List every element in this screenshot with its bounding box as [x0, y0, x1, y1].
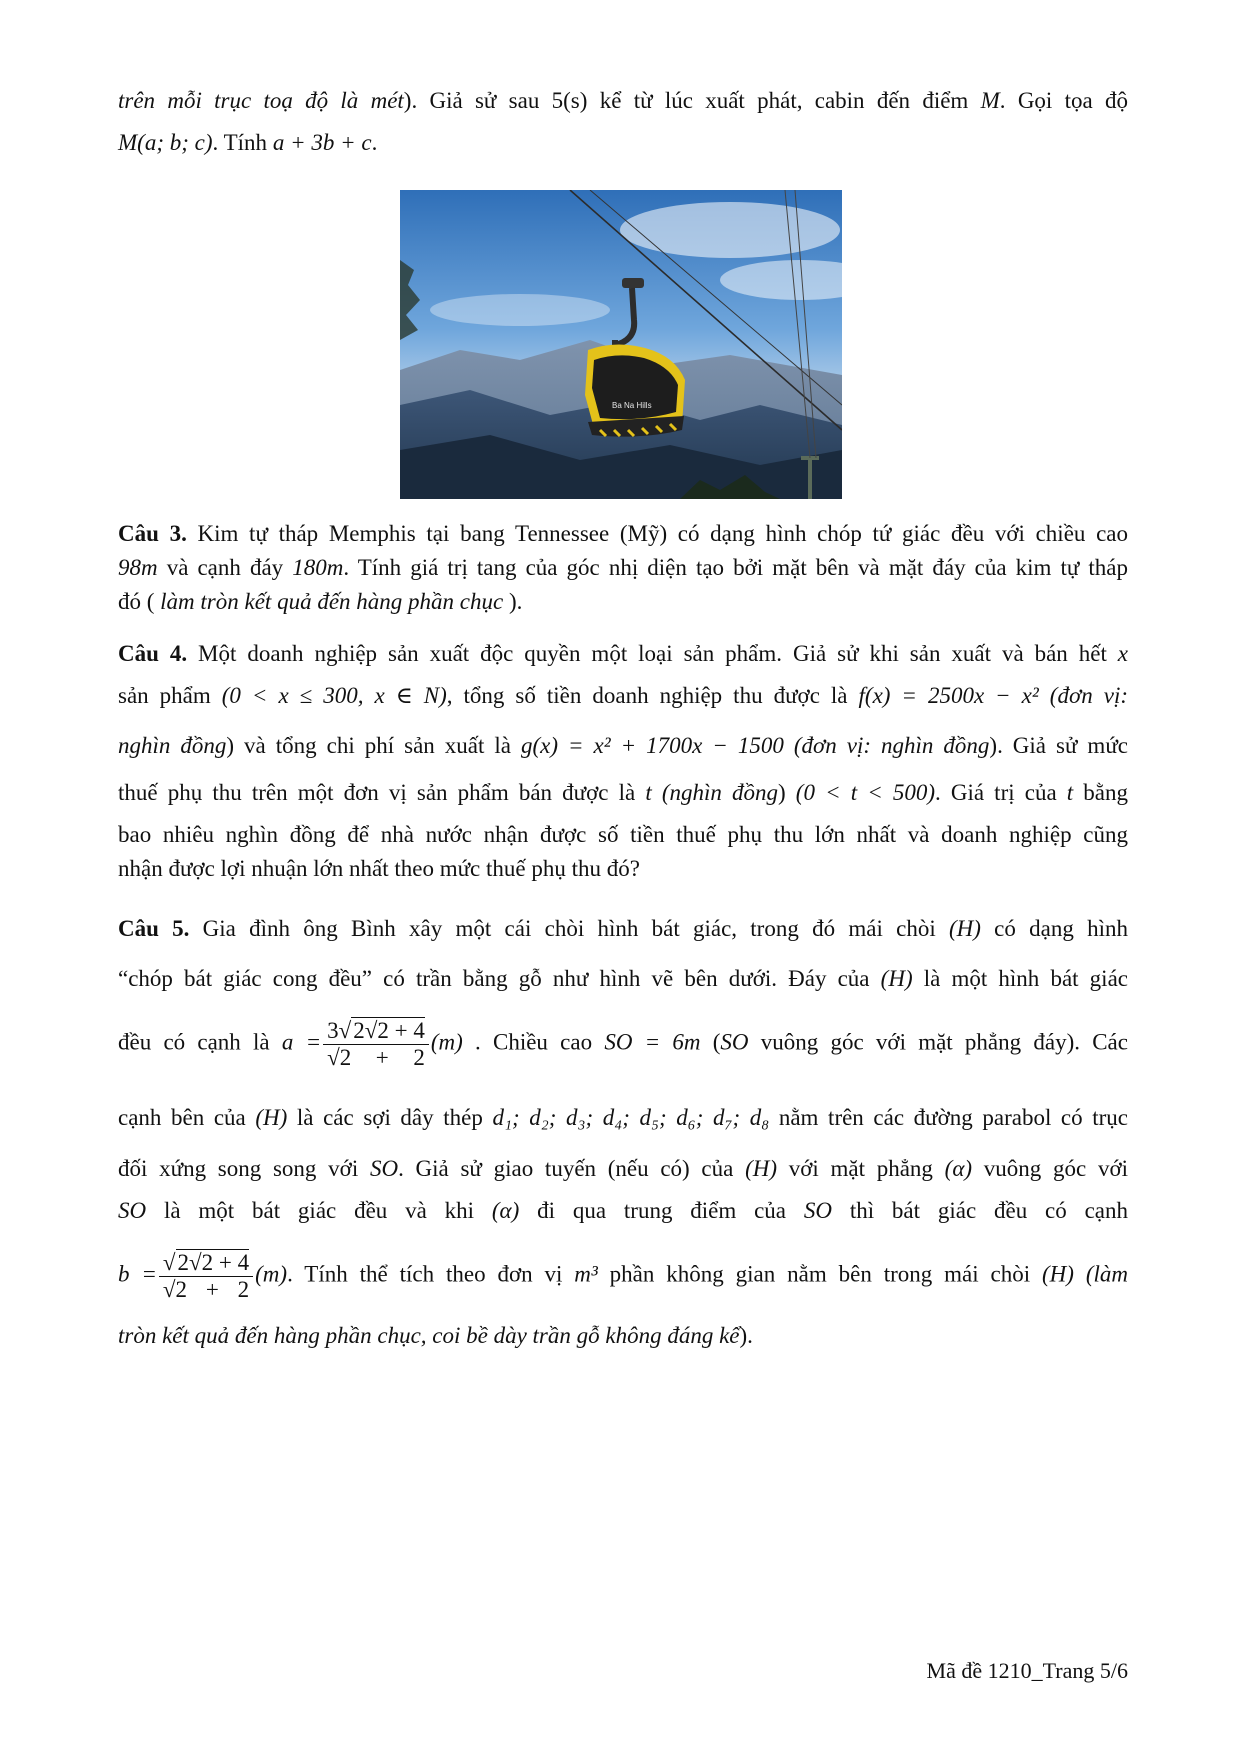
question-4-line-4: thuế phụ thu trên một đơn vị sản phẩm bán được là t (nghìn đồng) (0 < t < 500). Giá trị của t bằng: [118, 780, 1128, 805]
question-5-line-3: đều có cạnh là a = $\frac{3√2√2 + 4}{√2 + 2}$ (m) . Chiều cao SO = 6m (SO vuông góc với mặt phẳng đáy). Các: [118, 1018, 1128, 1071]
question-3-line-2: 98m và cạnh đáy 180m. Tính giá trị tang của góc nhị diện tạo bởi mặt bên và mặt đáy của kim tự tháp: [118, 555, 1128, 580]
question-5-line-6: SO là một bát giác đều và khi (α) đi qua trung điểm của SO thì bát giác đều có cạnh: [118, 1198, 1129, 1223]
question-5-label: Câu 5.: [118, 916, 190, 941]
question-4-line-2: sản phẩm (0 < x ≤ 300, x ∈ N), tổng số tiền doanh nghiệp thu được là f(x) = 2500x − x² (đơn vị:: [118, 683, 1128, 708]
question-4-label: Câu 4.: [118, 641, 188, 666]
question-4-line-5: bao nhiêu nghìn đồng để nhà nước nhận được số tiền thuế phụ thu lớn nhất và doanh nghiệp cũng: [118, 822, 1128, 847]
question-4-line-3: nghìn đồng) và tổng chi phí sản xuất là g(x) = x² + 1700x − 1500 (đơn vị: nghìn đồng). Giả sử mức: [118, 733, 1128, 758]
cable-car-photo: [400, 190, 842, 499]
fraction-a: $\frac{3√2√2 + 4}{√2 + 2}$: [323, 1017, 429, 1072]
question-5-line-7: b = $\frac{√2√2 + 4}{√2 + 2}$ (m). Tính thể tích theo đơn vị m³ phần không gian nằm bên trong mái chòi (H) (làm: [118, 1250, 1128, 1303]
question-4-line-6: nhận được lợi nhuận lớn nhất theo mức thuế phụ thu đó?: [118, 856, 640, 881]
question-3-label: Câu 3.: [118, 521, 187, 546]
page-footer: Mã đề 1210_Trang 5/6: [926, 1658, 1128, 1683]
question-3-line-3: đó ( làm tròn kết quả đến hàng phần chục ).: [118, 589, 523, 614]
svg-text:Ba Na Hills: Ba Na Hills: [612, 401, 652, 410]
intro-line-2: M(a; b; c). Tính a + 3b + c.: [118, 130, 378, 155]
question-5-line-1: Câu 5. Gia đình ông Bình xây một cái chòi hình bát giác, trong đó mái chòi (H) có dạng hình: [118, 916, 1128, 941]
intro-line-1: trên mỗi trục toạ độ là mét). Giả sử sau 5(s) kể từ lúc xuất phát, cabin đến điểm M. Gọi tọa độ: [118, 88, 1128, 113]
question-5-line-8: tròn kết quả đến hàng phần chục, coi bề dày trần gỗ không đáng kể).: [118, 1323, 753, 1348]
intro-italic: trên mỗi trục toạ độ là mét: [118, 88, 404, 113]
question-3-line-1: Câu 3. Kim tự tháp Memphis tại bang Tennessee (Mỹ) có dạng hình chóp tứ giác đều với chiều cao: [118, 521, 1128, 546]
question-5-line-4: cạnh bên của (H) là các sợi dây thép d₁; d₂; d₃; d₄; d₅; d₆; d₇; d₈ nằm trên các đường parabol có trục: [118, 1105, 1129, 1130]
question-5-line-5: đối xứng song song với SO. Giả sử giao tuyến (nếu có) của (H) với mặt phẳng (α) vuông góc với: [118, 1156, 1129, 1181]
fraction-b: $\frac{√2√2 + 4}{√2 + 2}$: [159, 1249, 253, 1304]
question-5-line-2: “chóp bát giác cong đều” có trần bằng gỗ như hình vẽ bên dưới. Đáy của (H) là một hình bát giác: [118, 966, 1128, 991]
question-4-line-1: Câu 4. Một doanh nghiệp sản xuất độc quyền một loại sản phẩm. Giả sử khi sản xuất và bán hết x: [118, 641, 1128, 666]
